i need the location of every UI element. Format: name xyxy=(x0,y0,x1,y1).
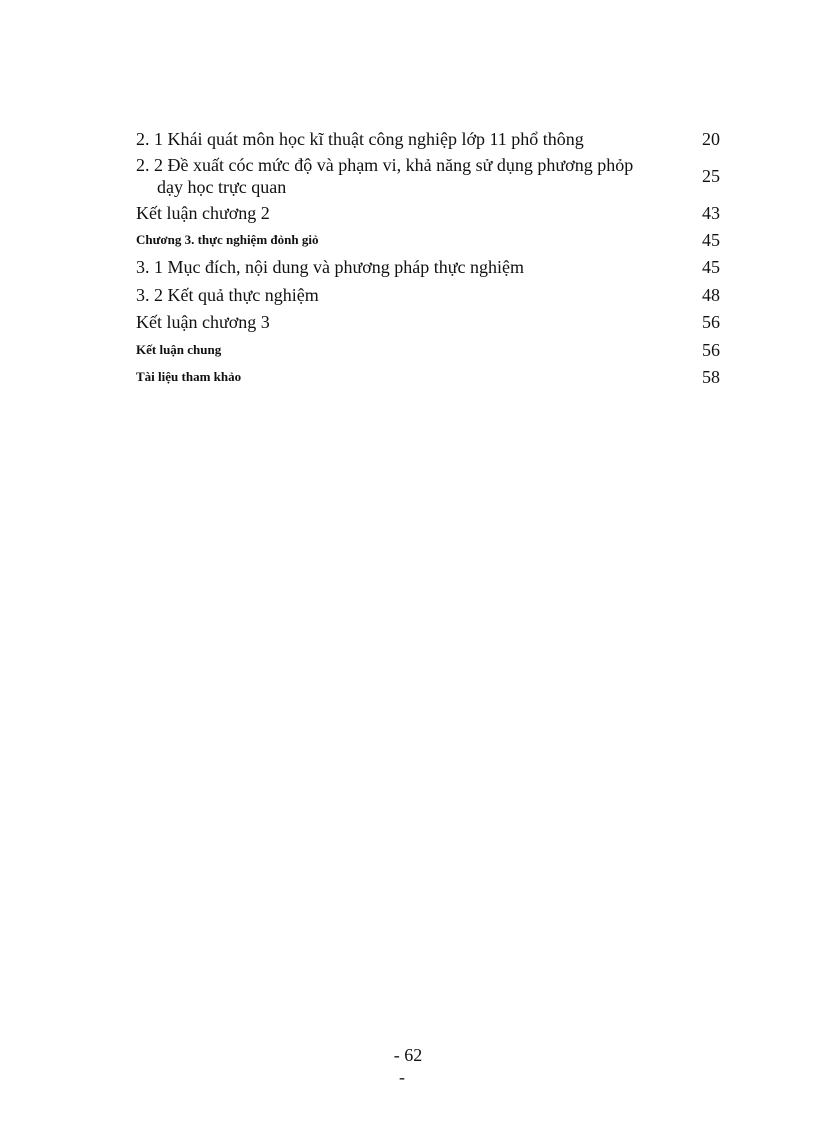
toc-entry-page: 56 xyxy=(702,312,720,332)
toc-entry-title-line1: 2. 2 Đề xuất cóc mức độ và phạm vi, khả năng sử dụng phương phỏp xyxy=(136,155,634,175)
toc-entry xyxy=(136,281,720,308)
toc-entry xyxy=(136,226,720,253)
toc-entry-title: Kết luận chương 3 xyxy=(136,312,270,332)
table-of-contents xyxy=(136,126,720,391)
page-number: - 62 xyxy=(393,1045,423,1065)
toc-entry-page: 45 xyxy=(702,257,720,277)
toc-entry-page: 58 xyxy=(702,367,720,387)
toc-entry-title: 3. 1 Mục đích, nội dung và phương pháp thực nghiệm xyxy=(136,257,524,277)
toc-entry xyxy=(136,253,720,281)
toc-entry xyxy=(136,126,720,152)
toc-entry-page: 56 xyxy=(702,339,720,360)
toc-entry-title: 2. 1 Khái quát môn học kĩ thuật công nghiệp lớp 11 phổ thông xyxy=(136,129,584,149)
toc-entry-title xyxy=(136,154,680,198)
toc-entry-title-line2: dạy học trực quan xyxy=(157,177,287,197)
toc-entry xyxy=(136,154,720,198)
toc-entry-page: 48 xyxy=(702,284,720,305)
toc-entry-title: 3. 2 Kết quả thực nghiệm xyxy=(136,284,319,305)
toc-entry-title: Kết luận chương 2 xyxy=(136,202,270,223)
toc-entry xyxy=(136,308,720,336)
toc-entry xyxy=(136,199,720,226)
page-footer xyxy=(0,1044,816,1088)
toc-entry-page: 25 xyxy=(702,166,720,186)
toc-entry-page: 43 xyxy=(702,202,720,223)
toc-entry xyxy=(136,363,720,391)
toc-entry-page: 45 xyxy=(702,229,720,250)
page-footer-dash: - xyxy=(399,1067,405,1087)
toc-entry-title: Chương 3. thực nghiệm đỏnh giỏ xyxy=(136,231,319,247)
toc-entry-title: Kết luận chung xyxy=(136,341,222,357)
toc-entry xyxy=(136,336,720,363)
toc-entry-page: 20 xyxy=(702,129,720,149)
toc-entry-title: Tài liệu tham khảo xyxy=(136,369,242,384)
